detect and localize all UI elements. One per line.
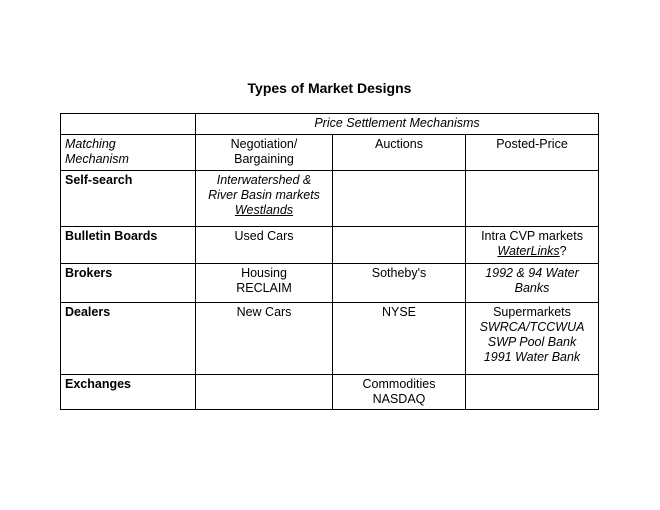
cell-line (200, 188, 328, 203)
cell-text: Banks (514, 281, 550, 295)
cell-line (470, 244, 594, 259)
page-title: Types of Market Designs (247, 80, 412, 96)
header-line: Matching (65, 137, 116, 151)
header-line: Posted-Price (496, 137, 568, 151)
cell-line (337, 266, 461, 281)
table-cell (466, 227, 599, 264)
cell-text: ? (559, 244, 567, 258)
table-cell (196, 264, 333, 303)
cell-line (470, 305, 594, 320)
negotiation-bargaining-header (196, 135, 333, 171)
header-line: Auctions (375, 137, 423, 151)
table-cell (333, 227, 466, 264)
cell-line (470, 350, 594, 365)
row-label: Dealers (61, 303, 196, 375)
cell-text: Westlands (234, 203, 294, 217)
cell-line (200, 203, 328, 218)
cell-line (337, 392, 461, 407)
header-line: Bargaining (234, 152, 294, 166)
table-body (61, 171, 599, 410)
table-row (61, 264, 599, 303)
cell-line (470, 320, 594, 335)
cell-text: 1991 Water Bank (483, 350, 581, 364)
cell-text: Interwatershed & (216, 173, 312, 187)
matching-mechanism-header (61, 135, 196, 171)
price-settlement-mechanisms-header: Price Settlement Mechanisms (196, 114, 599, 135)
table-row (61, 227, 599, 264)
table-cell (196, 227, 333, 264)
row-label: Bulletin Boards (61, 227, 196, 264)
table-cell (196, 171, 333, 227)
table-cell (466, 375, 599, 410)
cell-line (337, 305, 461, 320)
cell-text: Intra CVP markets (481, 229, 583, 243)
market-designs-table (60, 113, 599, 410)
cell-text: Supermarkets (493, 305, 571, 319)
cell-text: Sotheby's (371, 266, 427, 280)
table-cell (333, 264, 466, 303)
cell-text: SWRCA/TCCWUA (479, 320, 585, 334)
cell-line (200, 173, 328, 188)
cell-text: SWP Pool Bank (487, 335, 577, 349)
table-row (61, 303, 599, 375)
cell-text: Housing (241, 266, 287, 280)
row-label: Exchanges (61, 375, 196, 410)
table-cell (466, 171, 599, 227)
cell-line (470, 266, 594, 281)
cell-text: Commodities (362, 377, 436, 391)
cell-text: New Cars (236, 305, 292, 319)
table-cell (466, 303, 599, 375)
header-line: Negotiation/ (230, 137, 298, 151)
cell-text: NYSE (381, 305, 417, 319)
cell-text: NASDAQ (372, 392, 426, 406)
table-row (61, 375, 599, 410)
table-cell (333, 303, 466, 375)
cell-text: River Basin markets (208, 188, 320, 202)
cell-text: Used Cars (234, 229, 294, 243)
table-cell (196, 375, 333, 410)
row-label: Self-search (61, 171, 196, 227)
cell-line (337, 377, 461, 392)
cell-line (470, 335, 594, 350)
cell-text: RECLAIM (236, 281, 292, 295)
cell-line (470, 281, 594, 296)
cell-text: 1992 & 94 Water (485, 266, 579, 280)
empty-corner-cell (61, 114, 196, 135)
span-header-row (61, 114, 599, 135)
cell-line (200, 266, 328, 281)
table-cell (333, 375, 466, 410)
table-cell (466, 264, 599, 303)
cell-text: WaterLinks (497, 244, 560, 258)
cell-line (200, 229, 328, 244)
cell-line (200, 281, 328, 296)
cell-line (200, 305, 328, 320)
header-line: Mechanism (65, 152, 129, 166)
posted-price-header (466, 135, 599, 171)
table-cell (196, 303, 333, 375)
auctions-header (333, 135, 466, 171)
table-cell (333, 171, 466, 227)
column-header-row (61, 135, 599, 171)
cell-line (470, 229, 594, 244)
row-label: Brokers (61, 264, 196, 303)
table-row (61, 171, 599, 227)
